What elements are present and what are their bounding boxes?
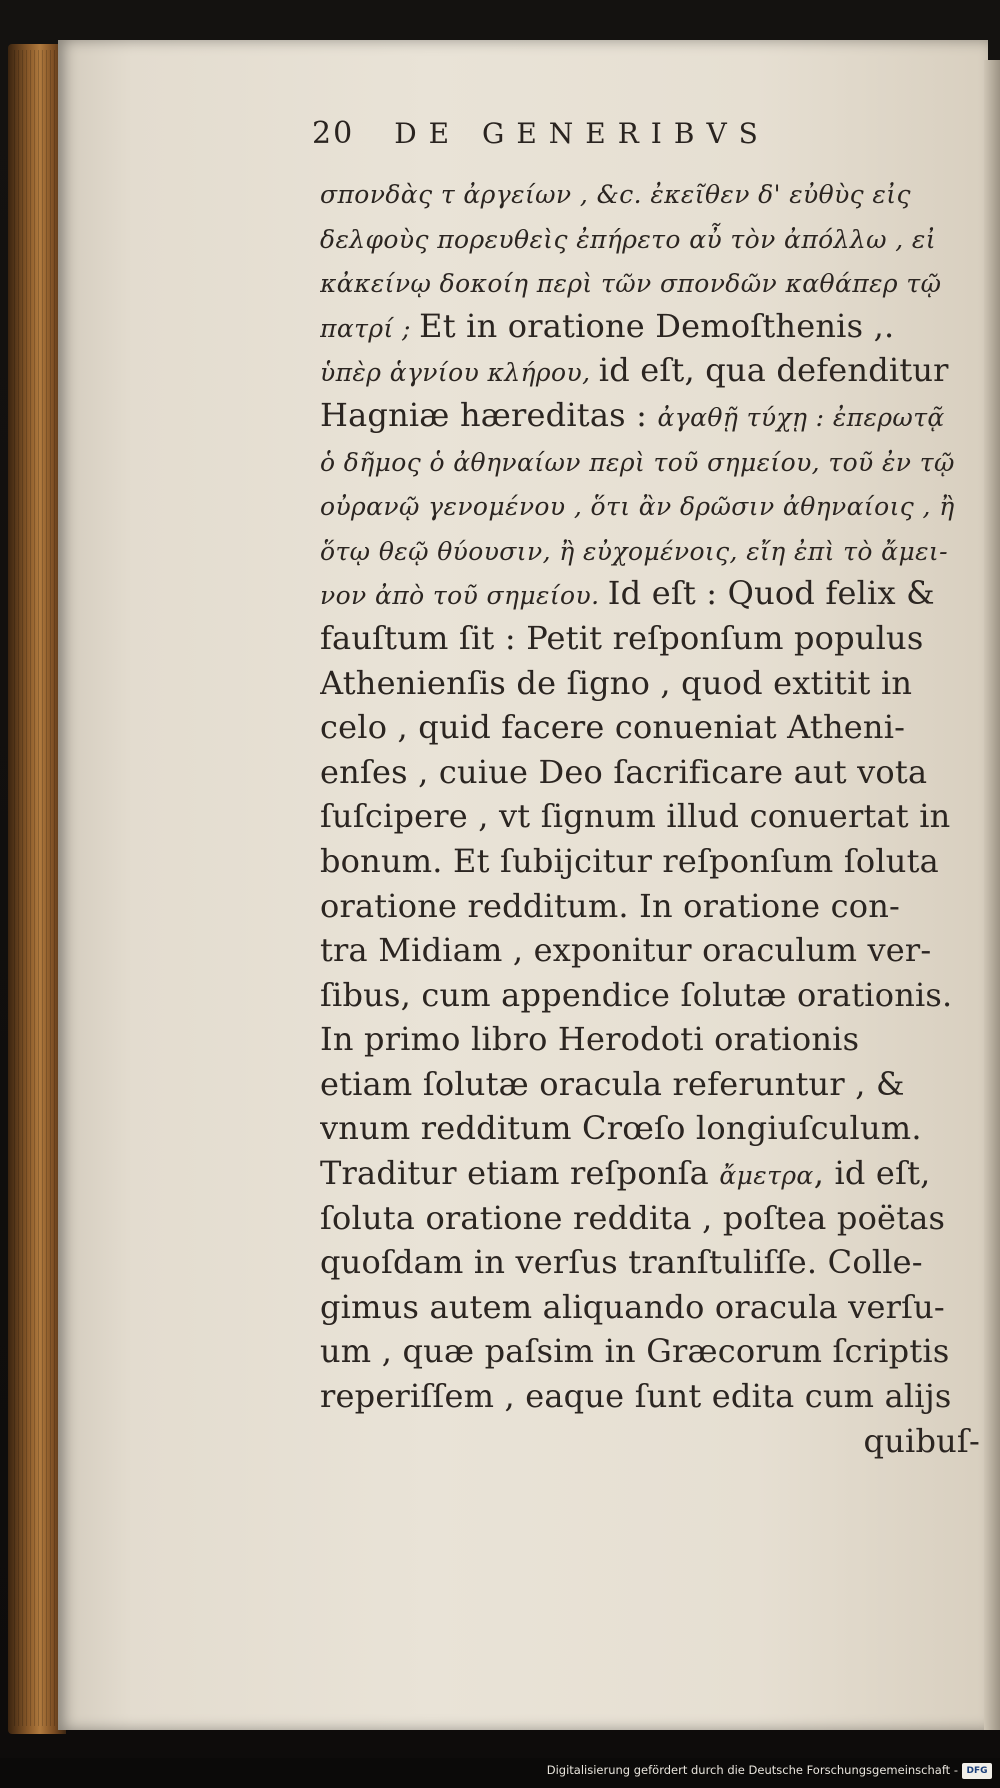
page-header [312,108,872,158]
greek-text: ἀγαθῇ τύχῃ : ἐπερωτᾷ [657,402,945,432]
latin-text: oratione redditum. In oratione con- [320,886,901,925]
text-line [320,1196,980,1241]
book-edge-texture [14,50,58,1726]
text-line [320,1329,980,1374]
latin-text: gimus autem aliquando oracula verſu- [320,1287,945,1326]
latin-text: Et in oratione Demoſthenis ,. [419,306,895,345]
latin-text: tra Midiam , exponitur oraculum ver- [320,931,932,970]
latin-text: reperiſſem , eaque ſunt edita cum alijs [320,1377,952,1416]
text-line [320,973,980,1018]
latin-text: etiam ſolutæ oracula referuntur , & [320,1064,905,1103]
text-line [320,750,980,795]
text-line [320,616,980,661]
greek-text: νον ἀπὸ τοῦ σημείου. [320,581,608,611]
text-line [320,1374,980,1419]
latin-text: Athenienſis de ſigno , quod extitit in [320,663,913,702]
greek-text: ἄμετρα [719,1161,814,1191]
text-line [320,348,980,393]
body-text [320,170,980,1463]
latin-text: vnum redditum Crœſo longiuſculum. [320,1109,922,1148]
latin-text: um , quæ paſsim in Græcorum ſcriptis [320,1332,950,1371]
page-fore-edge [984,60,1000,1730]
text-line [320,794,980,839]
latin-text: bonum. Et ſubijcitur reſponſum ſoluta [320,841,939,880]
text-line [320,1240,980,1285]
greek-text: ὅτῳ θεῷ θύουσιν, ἢ εὐχομένοις, εἴη ἐπὶ τὸ ἄμει- [320,536,948,566]
dfg-logo: DFG [962,1763,992,1779]
text-line [320,170,980,215]
latin-text: ſibus, cum appendice ſolutæ orationis. [320,975,953,1014]
text-line [320,482,980,527]
latin-text: In primo libro Herodoti orationis [320,1020,860,1059]
text-line [320,1017,980,1062]
text-line [320,1151,980,1196]
latin-text: , id eſt, [813,1154,931,1193]
text-line [320,259,980,304]
text-line [320,215,980,260]
text-line [320,571,980,616]
text-line [320,1106,980,1151]
greek-text: ὁ δῆμος ὁ ἀθηναίων περὶ τοῦ σημείου, τοῦ ἐν τῷ [320,447,955,477]
text-line [320,884,980,929]
text-line [320,438,980,483]
text-line [320,1062,980,1107]
text-line [320,839,980,884]
running-title: DE GENERIBVS [394,116,770,150]
latin-text: ſoluta oratione reddita , poſtea poëtas [320,1198,946,1237]
text-line [320,661,980,706]
text-line [320,393,980,438]
greek-text: κἀκείνῳ δοκοίη περὶ τῶν σπονδῶν καθάπερ τῷ [320,269,942,299]
latin-text: celo , quid facere conueniat Atheni- [320,708,906,747]
latin-text: fauſtum ſit : Petit reſponſum populus [320,618,924,657]
latin-text: enſes , cuiue Deo ſacrificare aut vota [320,752,928,791]
greek-text: ὑπὲρ ἁγνίου κλήρου, [320,358,599,388]
latin-text: quibuſ- [863,1421,980,1460]
greek-text: δελφοὺς πορευθεὶς ἐπήρετο αὖ τὸν ἀπόλλω , εἰ [320,224,936,254]
text-line [320,705,980,750]
text-line [320,527,980,572]
latin-text: Id eſt : Quod felix & [607,574,935,613]
latin-text: id eſt, qua defenditur [598,351,949,390]
text-line [320,1419,980,1464]
digitization-credit: Digitalisierung gefördert durch die Deutsche Forschungsgemeinschaft - [546,1763,958,1777]
greek-text: οὐρανῷ γενομένου , ὅτι ἂν δρῶσιν ἀθηναίοις , ἢ [320,492,955,522]
latin-text: quoſdam in verſus tranſtuliſſe. Colle- [320,1243,923,1282]
greek-text: πατρί ; [320,313,420,343]
text-line [320,928,980,973]
text-line [320,304,980,349]
page-number: 20 [312,115,355,151]
text-line [320,1285,980,1330]
latin-text: Hagniæ hæreditas : [320,395,658,434]
latin-text: Traditur etiam reſponſa [320,1154,720,1193]
greek-text: σπονδὰς τ ἀργείων , &c. ἐκεῖθεν δ' εὐθὺς εἰς [320,180,911,209]
latin-text: ſuſcipere , vt ſignum illud conuertat in [320,797,951,836]
